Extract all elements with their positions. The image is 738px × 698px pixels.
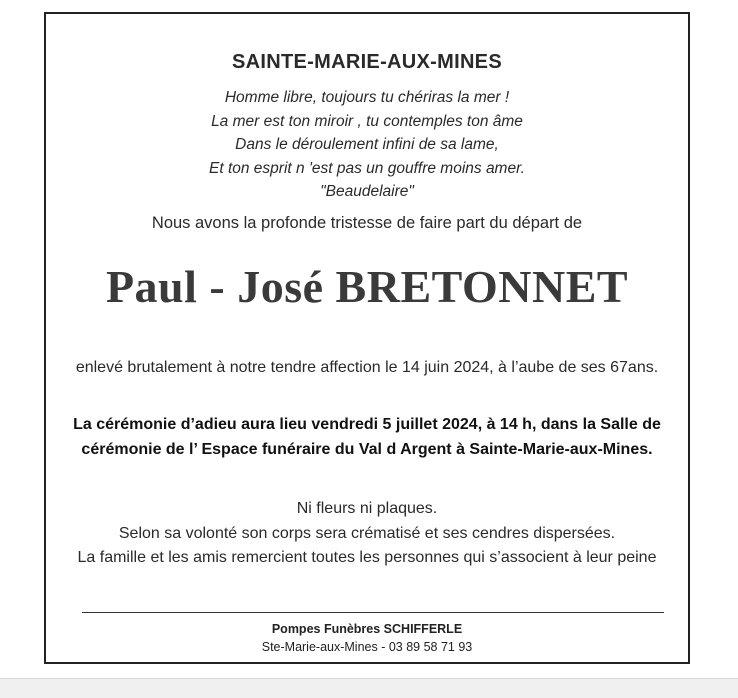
funeral-home-contact: Ste-Marie-aux-Mines - 03 89 58 71 93	[261, 640, 473, 654]
poem-line: La mer est ton miroir , tu contemples ton âme	[211, 112, 523, 130]
divider	[82, 612, 664, 613]
page-footer-bar	[0, 678, 738, 698]
closing-line: La famille et les amis remercient toutes les personnes qui s’associent à leur peine	[77, 549, 657, 566]
town-heading: SAINTE-MARIE-AUX-MINES	[232, 51, 502, 73]
obituary-notice	[44, 12, 690, 664]
closing-line: Ni fleurs ni plaques.	[296, 500, 438, 517]
poem-attribution: "Beaudelaire"	[320, 183, 414, 200]
poem	[46, 86, 688, 204]
poem-line: Dans le déroulement infini de sa lame,	[235, 136, 499, 153]
deceased-name: Paul - José BRETONNET	[105, 261, 629, 312]
funeral-home-name: Pompes Funèbres SCHIFFERLE	[271, 622, 463, 636]
closing-remarks	[60, 497, 674, 571]
intro-text: Nous avons la profonde tristesse de faire part du départ de	[151, 214, 583, 232]
ceremony-details: La cérémonie d’adieu aura lieu vendredi 5 juillet 2024, à 14 h, dans la Salle de cérémonie de l’ Espace funéraire du Val d Argent à Sainte-Marie-aux-Mines.	[73, 416, 661, 458]
poem-line: Homme libre, toujours tu chériras la mer !	[224, 89, 510, 106]
poem-line: Et ton esprit n 'est pas un gouffre moins amer.	[209, 159, 525, 177]
closing-line: Selon sa volonté son corps sera crématisé et ses cendres dispersées.	[118, 524, 616, 542]
death-announcement: enlevé brutalement à notre tendre affection le 14 juin 2024, à l’aube de ses 67ans.	[75, 359, 659, 376]
